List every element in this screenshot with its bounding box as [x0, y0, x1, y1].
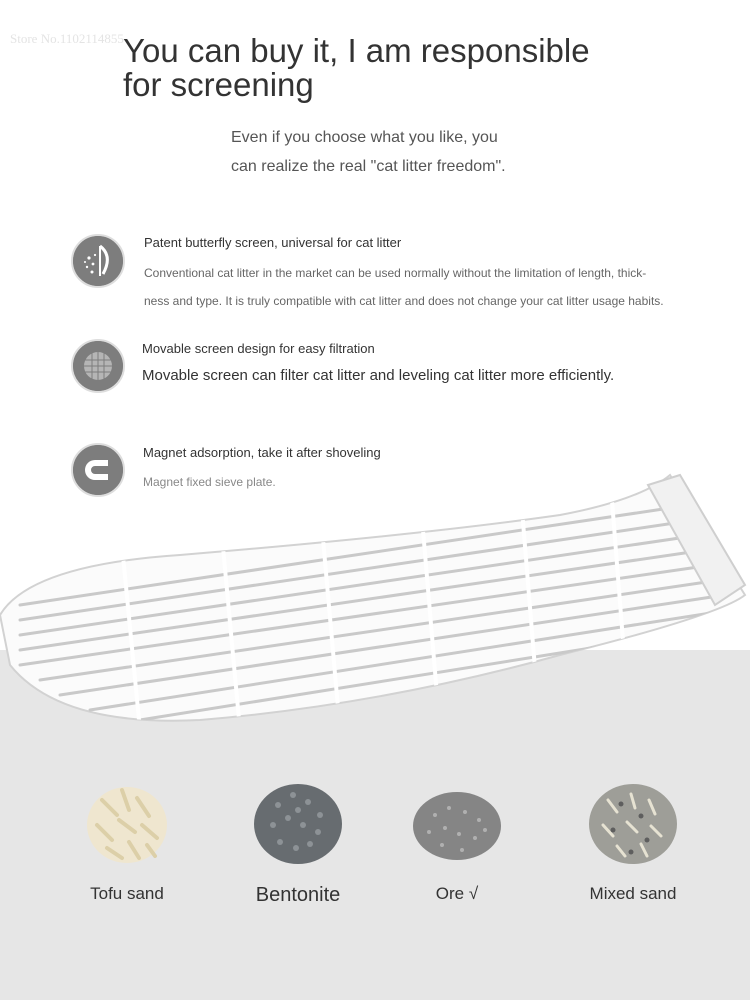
- headline-line-1: You can buy it, I am responsible: [123, 32, 590, 69]
- litter-sample-tofu: [47, 770, 207, 904]
- intro-line-1: Even if you choose what you like, you: [231, 129, 498, 146]
- headline-line-2: for screening: [123, 66, 314, 103]
- feature-description: [144, 259, 684, 315]
- store-watermark: Store No.1102114855: [10, 31, 124, 46]
- feature-description-line-1: Conventional cat litter in the market can be used normally without the limitation of length, thick-: [144, 266, 647, 280]
- feature-description: Movable screen can filter cat litter and leveling cat litter more efficiently.: [142, 367, 615, 384]
- sample-label: Ore √: [435, 884, 479, 903]
- litter-sample-mixed: [553, 770, 713, 904]
- litter-sample-bentonite: [218, 770, 378, 907]
- bentonite-pile: [248, 770, 348, 870]
- mesh-screen-icon: [71, 339, 125, 393]
- sieve-plate-image: [0, 465, 750, 730]
- feature-title: Magnet adsorption, take it after shoveling: [143, 445, 381, 460]
- sample-label: Bentonite: [255, 884, 341, 906]
- feature-title: Movable screen design for easy filtration: [142, 341, 375, 356]
- intro-line-2: can realize the real "cat litter freedom".: [231, 158, 506, 175]
- feature-description: Magnet fixed sieve plate.: [143, 475, 276, 489]
- tofu-sand-pile: [77, 770, 177, 870]
- ore-pile: [407, 770, 507, 870]
- feature-title: Patent butterfly screen, universal for cat litter: [144, 235, 402, 250]
- feature-description-line-2: ness and type. It is truly compatible with cat litter and does not change your cat litter usage habits.: [144, 294, 664, 308]
- sample-label: Mixed sand: [589, 884, 677, 903]
- page-headline: [123, 34, 590, 102]
- butterfly-screen-icon: [71, 234, 125, 288]
- mixed-sand-pile: [583, 770, 683, 870]
- sample-label: Tofu sand: [90, 884, 164, 903]
- litter-sample-ore: [377, 770, 537, 904]
- intro-text: [231, 123, 506, 181]
